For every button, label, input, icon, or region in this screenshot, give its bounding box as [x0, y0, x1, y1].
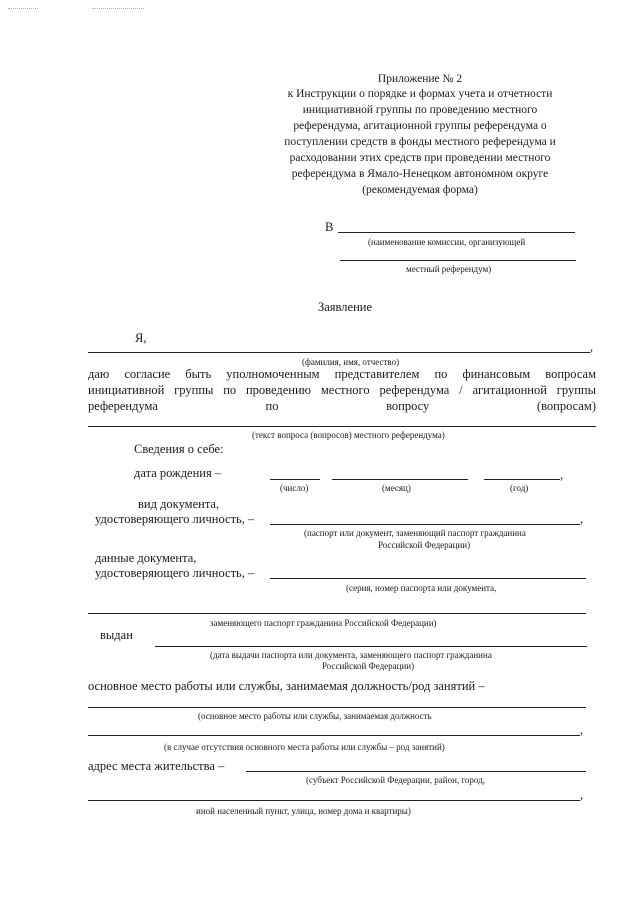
comma: , — [580, 723, 584, 737]
doc-type-caption: (паспорт или документ, заменяющий паспорт гражданина — [304, 528, 526, 538]
work-field-line-2[interactable] — [88, 735, 580, 736]
header-line: инициативной группы по проведению местного — [302, 104, 538, 116]
birth-year-field-line[interactable] — [484, 479, 560, 480]
address-caption: (субъект Российской Федерации, район, город, — [306, 775, 485, 785]
annex-number: Приложение № 2 — [377, 73, 463, 85]
commission-caption: (наименование комиссии, организующей — [368, 237, 526, 247]
scan-mark — [8, 8, 38, 9]
day-caption: (число) — [280, 483, 309, 493]
ya-label: Я, — [135, 331, 147, 345]
header-line: референдума, агитационной группы референдума о — [293, 120, 547, 132]
issued-caption-2: Российской Федерации) — [322, 661, 415, 671]
birth-day-field-line[interactable] — [270, 479, 320, 480]
doc-data-caption-2: заменяющего паспорт гражданина Российской Федерации) — [210, 618, 437, 628]
doc-type-label-2: удостоверяющего личность, – — [95, 512, 255, 526]
issued-field-line[interactable] — [155, 646, 587, 647]
commission-caption-2: местный референдум) — [406, 264, 492, 274]
address-label: адрес места жительства – — [88, 759, 225, 773]
work-field-line[interactable] — [88, 707, 586, 708]
birth-date-label: дата рождения – — [134, 466, 222, 480]
doc-data-label: данные документа, — [95, 551, 197, 565]
doc-type-field-line[interactable] — [270, 524, 580, 525]
doc-type-caption-2: Российской Федерации) — [378, 540, 471, 550]
consent-line: референдума по вопросу (вопросам) — [88, 399, 596, 413]
comma: , — [590, 340, 594, 354]
doc-data-label-2: удостоверяющего личность, – — [95, 566, 255, 580]
address-caption-2: иной населенный пункт, улица, номер дома и квартиры) — [196, 806, 411, 816]
question-field-line[interactable] — [88, 426, 596, 427]
scan-mark — [92, 8, 144, 9]
comma: , — [560, 468, 564, 482]
work-caption: (основное место работы или службы, занимаемая должность — [198, 711, 432, 721]
work-caption-2: (в случае отсутствия основного места работы или службы – род занятий) — [164, 742, 445, 752]
year-caption: (год) — [510, 483, 529, 493]
comma: , — [580, 512, 584, 526]
address-field-line-2[interactable] — [88, 800, 580, 801]
issued-caption: (дата выдачи паспорта или документа, заменяющего паспорт гражданина — [210, 650, 492, 660]
consent-line: даю согласие быть уполномоченным представителем по финансовым вопросам — [88, 367, 596, 381]
form-recommended-note: (рекомендуемая форма) — [362, 184, 478, 196]
issued-label: выдан — [100, 628, 133, 642]
about-heading: Сведения о себе: — [134, 442, 224, 456]
doc-data-field-line[interactable] — [270, 578, 586, 579]
commission-field-line[interactable] — [338, 232, 575, 233]
header-line: поступлении средств в фонды местного референдума и — [284, 136, 556, 148]
question-caption: (текст вопроса (вопросов) местного референдума) — [252, 430, 445, 440]
header-line: расходовании этих средств при проведении местного — [289, 152, 551, 164]
full-name-field-line[interactable] — [88, 352, 590, 353]
work-label: основное место работы или службы, занимаемая должность/род занятий – — [88, 679, 485, 693]
address-field-line[interactable] — [246, 771, 586, 772]
doc-data-caption: (серия, номер паспорта или документа, — [346, 583, 497, 593]
commission-field-line-2[interactable] — [340, 260, 576, 261]
addressee-prefix: В — [325, 220, 334, 234]
header-line: к Инструкции о порядке и формах учета и отчетности — [287, 88, 553, 100]
birth-month-field-line[interactable] — [332, 479, 468, 480]
full-name-caption: (фамилия, имя, отчество) — [302, 357, 400, 367]
doc-type-label: вид документа, — [138, 497, 220, 511]
document-title: Заявление — [318, 300, 373, 314]
consent-line: инициативной группы по проведению местного референдума / агитационной группы — [88, 383, 596, 397]
comma: , — [580, 788, 584, 802]
header-line: референдума в Ямало-Ненецком автономном округе — [291, 168, 549, 180]
month-caption: (месяц) — [382, 483, 411, 493]
doc-data-field-line-2[interactable] — [88, 613, 586, 614]
